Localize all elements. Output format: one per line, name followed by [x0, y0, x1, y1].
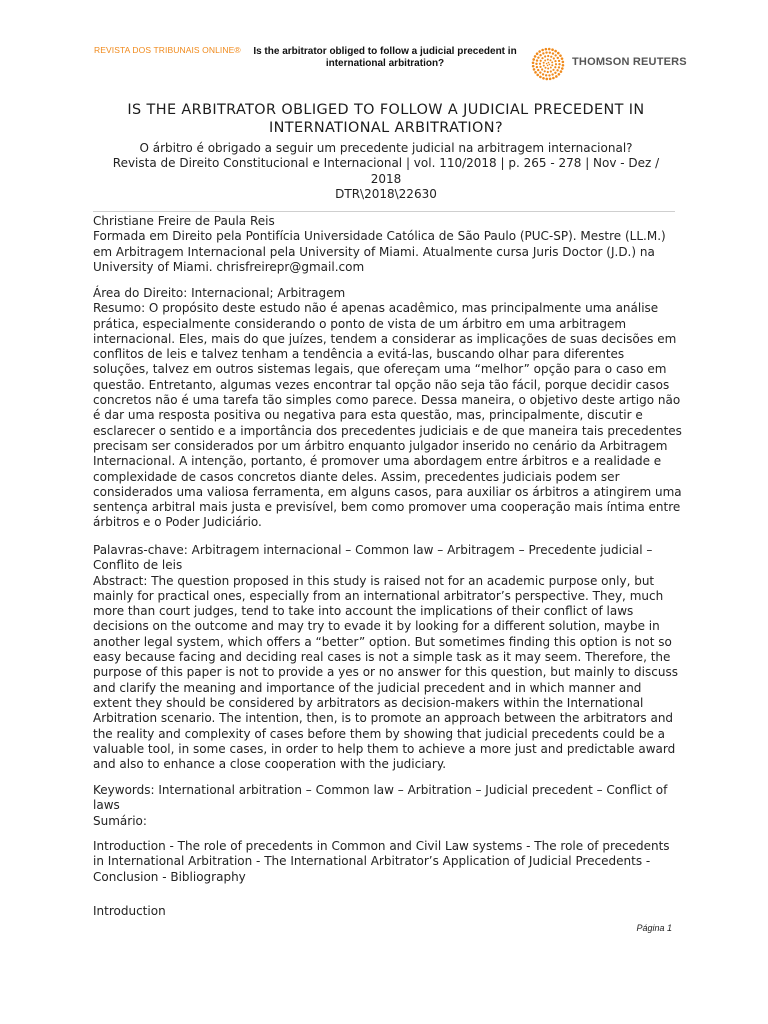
- journal-brand-label: REVISTA DOS TRIBUNAIS ONLINE®: [94, 45, 241, 55]
- author-block: [93, 214, 683, 275]
- author-bio: Formada em Direito pela Pontifícia Universidade Católica de São Paulo (PUC-SP). Mestre (LL.M.) em Arbitragem Internacional pela University of Miami. Atualmente cursa Juris Doctor (J.D.) na University of Miami. chrisfreirepr@gmail.com: [93, 229, 666, 274]
- article-meta: [96, 141, 676, 202]
- resumo-paragraph: Resumo: O propósito deste estudo não é apenas acadêmico, mas principalmente uma análise prática, especialmente considerando o ponto de vista de um árbitro em uma arbitragem internacional. Eles, mais do que juízes, tendem a considerar as implicações de suas decisões em conflitos de leis e talvez tenham a tendência a evitá-las, buscando olhar para diferentes soluções, talvez em outros sistemas legais, que ofereçam uma “melhor” opção para o caso em questão. Entretanto, algumas vezes encontrar tal opção não seja tão fácil, porque decidir casos concretos não é uma tarefa tão simples como parece. Dessa maneira, o objetivo deste artigo não é dar uma resposta positiva ou negativa para esta questão, mas, principalmente, discutir e esclarecer o sentido e a importância dos precedentes judiciais e de que maneira tais precedentes precisam ser considerados por um árbitro enquanto julgador inserido no cenário da Arbitragem Internacional. A intenção, portanto, é promover uma abordagem entre árbitros e a realidade e complexidade de casos concretos diante deles. Assim, precedentes judiciais podem ser considerados uma valiosa ferramenta, em alguns casos, para auxiliar os árbitros a atingirem uma sentença arbitral mais justa e previsível, bem como promover uma cooperação mais íntima entre árbitros e o Poder Judiciário.: [93, 301, 682, 530]
- divider: [93, 211, 675, 212]
- palavras-chave: Palavras-chave: Arbitragem internacional – Common law – Arbitragem – Precedente judicial – Conflito de leis: [93, 543, 653, 573]
- thomson-reuters-logo-icon: [531, 47, 565, 81]
- article-id: DTR\2018\22630: [335, 186, 437, 201]
- keywords: Keywords: International arbitration – Common law – Arbitration – Judicial precedent – Conflict of laws: [93, 783, 668, 813]
- article-citation: Revista de Direito Constitucional e Internacional | vol. 110/2018 | p. 265 - 278 | Nov - Dez / 2018: [112, 156, 660, 186]
- abstract-block: [93, 543, 683, 772]
- publisher-name: THOMSON REUTERS: [572, 56, 687, 68]
- sumario-label: Sumário:: [93, 813, 147, 828]
- page-number: Página 1: [636, 923, 672, 933]
- keywords-block: [93, 783, 683, 829]
- article-subtitle: O árbitro é obrigado a seguir um precedente judicial na arbitragem internacional?: [139, 141, 633, 155]
- section-heading: Introduction: [93, 904, 166, 918]
- area-do-direito: Área do Direito: Internacional; Arbitragem: [93, 286, 346, 300]
- abstract-paragraph: Abstract: The question proposed in this study is raised not for an academic purpose only, but mainly for practical ones, especially from an international arbitrator’s perspective. They, much more than court judges, tend to take into account the implications of their conflict of laws decisions on the outcome and may try to evade it by looking for a different solution, maybe in another legal system, which offers a “better” option. But sometimes finding this option is not so easy because facing and deciding real cases is not a simple task as it may seem. Therefore, the purpose of this paper is not to provide a yes or no answer for this question, but mainly to discuss and clarify the meaning and importance of the judicial precedent and in which manner and extent they should be considered by arbitrators as decision-makers within the International Arbitration scenario. The intention, then, is to promote an approach between the arbitrators and the reality and complexity of cases before them by showing that judicial precedents could be a valuable tool, in some cases, in order to help them to achieve a more just and predictable award and also to enhance a close cooperation with the judiciary.: [93, 573, 678, 772]
- resumo-block: [93, 286, 683, 531]
- sumario-text: Introduction - The role of precedents in Common and Civil Law systems - The role of precedents in International Arbitration - The International Arbitrator’s Application of Judicial Precedents - Conclusion - Bibliography: [93, 839, 670, 884]
- author-name: Christiane Freire de Paula Reis: [93, 214, 275, 228]
- article-title: IS THE ARBITRATOR OBLIGED TO FOLLOW A JUDICIAL PRECEDENT IN INTERNATIONAL ARBITRATION?: [127, 102, 645, 136]
- running-header-title: Is the arbitrator obliged to follow a judicial precedent in international arbitration?: [253, 46, 517, 69]
